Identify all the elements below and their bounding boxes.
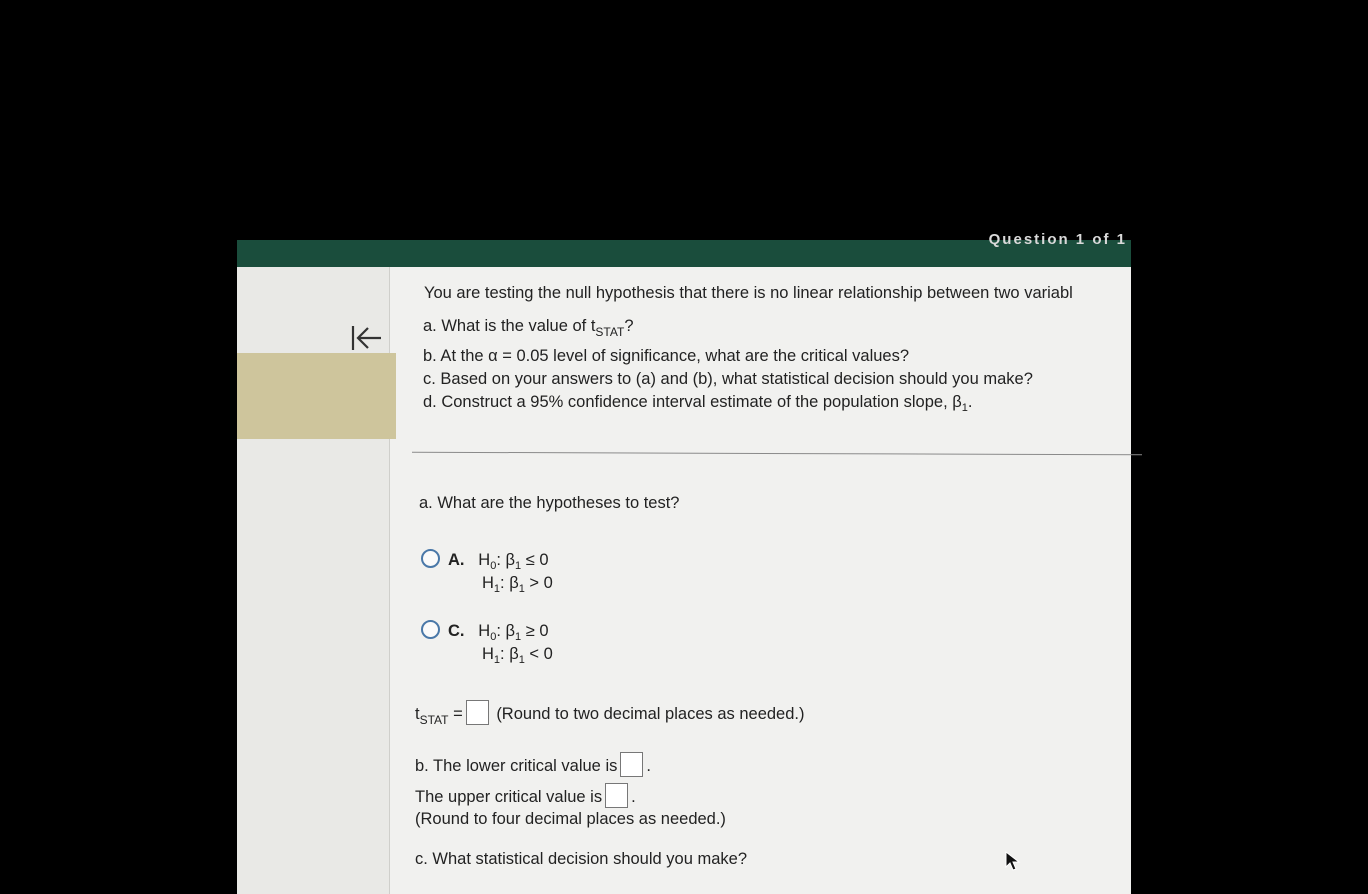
option-c-h1: $H_1$: $\beta_1 < 0$ — [482, 645, 553, 666]
tstat-row — [415, 700, 805, 725]
tstat-sub: STAT — [419, 713, 449, 727]
prompt-a-sub: STAT — [595, 325, 625, 339]
question-counter: Question 1 of 1 — [988, 231, 1127, 248]
option-a-h1: $H_1$: $\beta_1 > 0$ — [482, 574, 553, 595]
prompt-item-d — [423, 393, 972, 412]
prompt-item-b: b. At the α = 0.05 level of significance, what are the critical values? — [423, 347, 910, 365]
option-a-radio[interactable] — [421, 549, 440, 568]
prompt-item-a — [423, 317, 634, 339]
sidebar-active-item[interactable] — [237, 353, 396, 439]
lower-critical-row — [415, 752, 651, 777]
sidebar — [237, 267, 390, 894]
prompt-a-suffix: ? — [624, 317, 634, 335]
upper-critical-row — [415, 783, 636, 808]
option-c-letter: C. — [448, 622, 465, 640]
lower-critical-period: . — [646, 757, 651, 775]
option-c-radio[interactable] — [421, 620, 440, 639]
section-divider — [412, 452, 1142, 456]
mouse-cursor-icon — [1005, 851, 1021, 871]
option-c[interactable] — [421, 620, 549, 641]
top-bar — [237, 231, 1131, 267]
option-a-letter: A. — [448, 551, 465, 569]
prompt-d-suffix: . — [967, 393, 973, 411]
question-intro: You are testing the null hypothesis that there is no linear relationship between two variabl — [424, 284, 1073, 302]
prompt-item-c: c. Based on your answers to (a) and (b), what statistical decision should you make? — [423, 370, 1033, 388]
upper-critical-input[interactable] — [605, 783, 628, 808]
upper-critical-period: . — [631, 788, 636, 806]
prompt-d-text: d. Construct a 95% confidence interval estimate of the population slope, β — [423, 393, 962, 411]
tstat-eq: = — [448, 705, 463, 723]
option-a-h0: $H_0$: $\beta_1 \le 0$ — [478, 551, 549, 572]
tstat-hint: (Round to two decimal places as needed.) — [496, 705, 805, 723]
app-window — [237, 231, 1131, 894]
lower-critical-input[interactable] — [620, 752, 643, 777]
question-content — [397, 267, 1131, 894]
decision-question: c. What statistical decision should you make? — [415, 850, 747, 868]
critical-hint: (Round to four decimal places as needed.) — [415, 810, 726, 828]
tstat-input[interactable] — [466, 700, 489, 725]
prompt-a-text: a. What is the value of t — [423, 317, 596, 335]
hypotheses-question: a. What are the hypotheses to test? — [419, 494, 680, 512]
tstat-label: t — [415, 705, 420, 723]
prompt-d-sub: 1 — [961, 402, 968, 414]
option-a[interactable] — [421, 549, 549, 570]
collapse-back-icon[interactable] — [349, 322, 385, 354]
option-c-h0: $H_0$: $\beta_1 \ge 0$ — [478, 622, 549, 643]
upper-critical-label: The upper critical value is — [415, 788, 603, 806]
lower-critical-label: b. The lower critical value is — [415, 757, 618, 775]
